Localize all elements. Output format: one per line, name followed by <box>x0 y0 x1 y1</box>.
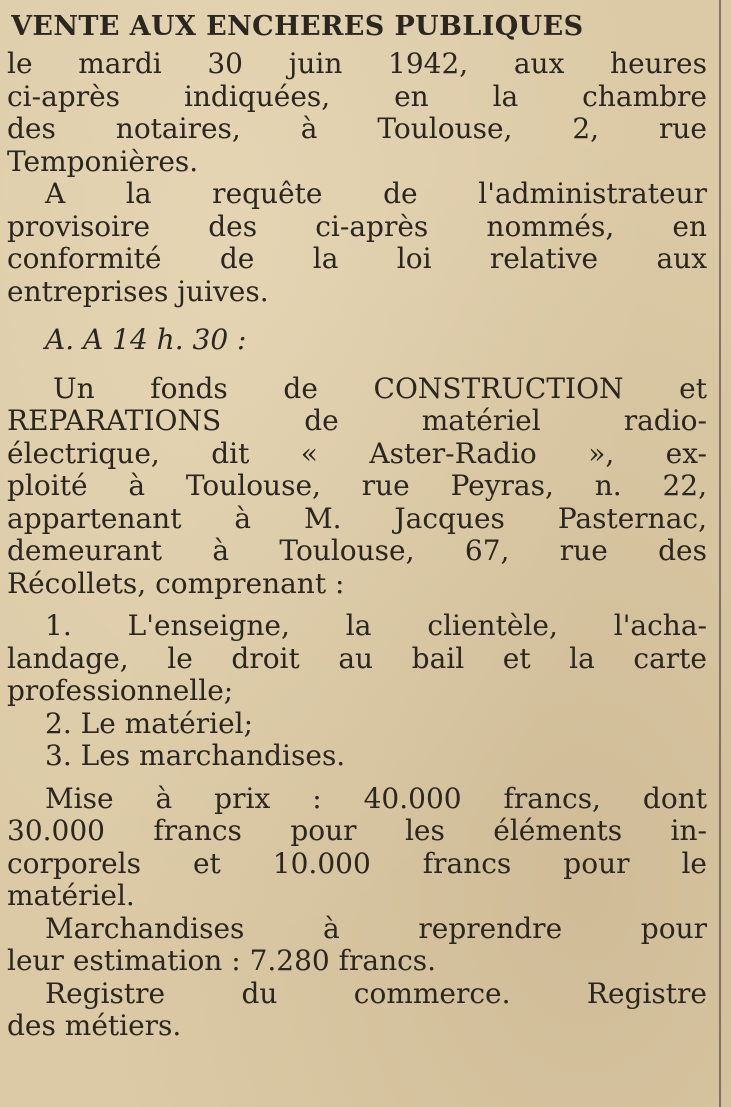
text-line: corporels et 10.000 francs pour le <box>7 847 707 880</box>
text-line: REPARATIONS de matériel radio- <box>7 405 707 437</box>
list-item-continued: landage, le droit au bail et la carte <box>7 642 707 675</box>
text-line: le mardi 30 juin 1942, aux heures <box>7 48 707 80</box>
text-line: appartenant à M. Jacques Pasternac, <box>7 502 707 535</box>
text-line: Registre du commerce. Registre <box>45 977 707 1010</box>
registry-paragraph <box>7 978 707 1043</box>
text-line: des notaires, à Toulouse, 2, rue <box>7 113 707 145</box>
section-a-title: A. A 14 h. 30 : <box>45 324 247 356</box>
column-rule <box>719 0 721 1107</box>
text-line: Récollets, comprenant : <box>7 567 345 600</box>
article-heading: VENTE AUX ENCHERES PUBLIQUES <box>11 11 584 42</box>
price-paragraph <box>7 783 707 913</box>
text-line: ploité à Toulouse, rue Peyras, n. 22, <box>7 470 707 502</box>
spacer <box>7 773 707 783</box>
text-line: matériel. <box>7 880 135 912</box>
text-line: 30.000 francs pour les éléments in- <box>7 815 707 847</box>
section-a-paragraph <box>7 373 707 601</box>
list-item: 1. L'enseigne, la clientèle, l'acha- <box>45 610 707 642</box>
goods-paragraph <box>7 913 707 978</box>
text-line: ci-après indiquées, en la chambre <box>7 80 707 113</box>
text-line: Marchandises à reprendre pour <box>45 912 707 945</box>
text-line: Mise à prix : 40.000 francs, dont <box>45 782 707 815</box>
spacer <box>7 600 707 610</box>
text-line: leur estimation : 7.280 francs. <box>7 945 437 977</box>
article-body <box>7 6 707 1043</box>
request-paragraph <box>7 178 707 308</box>
list-item-continued: professionnelle; <box>7 675 234 707</box>
spacer <box>7 357 707 373</box>
text-line: conformité de la loi relative aux <box>7 243 707 275</box>
text-line: Un fonds de CONSTRUCTION et <box>53 372 707 405</box>
text-line: provisoire des ci-après nommés, en <box>7 210 707 243</box>
intro-paragraph <box>7 48 707 178</box>
text-line: électrique, dit « Aster-Radio », ex- <box>7 437 707 470</box>
items-list <box>7 610 707 773</box>
text-line: A la requête de l'administrateur <box>45 178 707 210</box>
text-line: des métiers. <box>7 1010 182 1042</box>
list-item: 2. Le matériel; <box>45 707 254 740</box>
text-line: demeurant à Toulouse, 67, rue des <box>7 535 707 567</box>
text-line: entreprises juives. <box>7 275 269 308</box>
list-item: 3. Les marchandises. <box>45 740 346 772</box>
text-line: Temponières. <box>7 145 199 178</box>
spacer <box>7 308 707 324</box>
